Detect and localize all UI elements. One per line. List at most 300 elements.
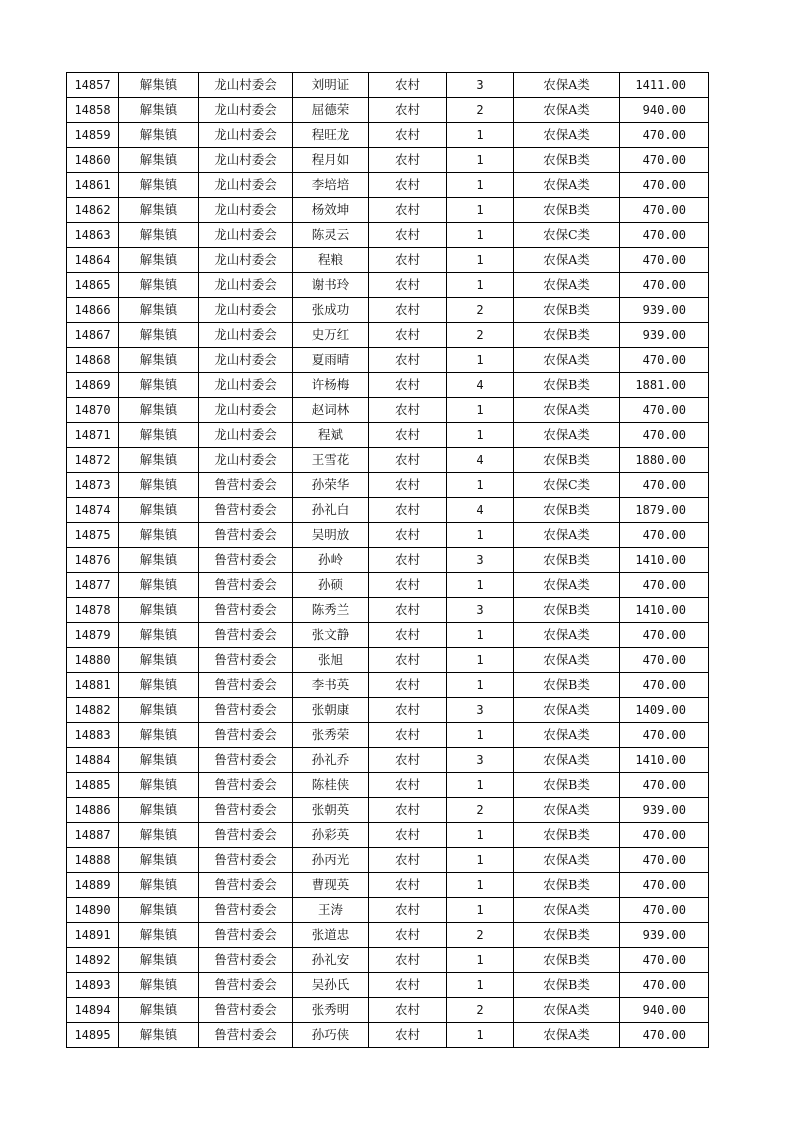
insurance-category-cell: 农保B类	[514, 198, 620, 223]
record-id-cell: 14875	[67, 523, 119, 548]
household-size-cell: 1	[447, 848, 514, 873]
record-id-cell: 14874	[67, 498, 119, 523]
insurance-category-cell: 农保B类	[514, 673, 620, 698]
town-cell: 解集镇	[119, 523, 199, 548]
village-committee-cell: 龙山村委会	[199, 348, 293, 373]
village-committee-cell: 龙山村委会	[199, 373, 293, 398]
town-cell: 解集镇	[119, 798, 199, 823]
household-size-cell: 1	[447, 673, 514, 698]
household-size-cell: 3	[447, 73, 514, 98]
amount-cell: 470.00	[620, 423, 709, 448]
household-size-cell: 1	[447, 248, 514, 273]
household-size-cell: 3	[447, 748, 514, 773]
insurance-category-cell: 农保B类	[514, 298, 620, 323]
table-row	[67, 873, 709, 898]
amount-cell: 470.00	[620, 573, 709, 598]
village-committee-cell: 鲁营村委会	[199, 598, 293, 623]
household-size-cell: 1	[447, 223, 514, 248]
person-name-cell: 孙荣华	[293, 473, 369, 498]
record-id-cell: 14883	[67, 723, 119, 748]
amount-cell: 470.00	[620, 648, 709, 673]
area-type-cell: 农村	[369, 748, 447, 773]
area-type-cell: 农村	[369, 123, 447, 148]
record-id-cell: 14889	[67, 873, 119, 898]
area-type-cell: 农村	[369, 573, 447, 598]
table-row	[67, 798, 709, 823]
amount-cell: 470.00	[620, 398, 709, 423]
record-id-cell: 14878	[67, 598, 119, 623]
town-cell: 解集镇	[119, 598, 199, 623]
table-row	[67, 423, 709, 448]
household-size-cell: 4	[447, 448, 514, 473]
amount-cell: 1411.00	[620, 73, 709, 98]
town-cell: 解集镇	[119, 198, 199, 223]
person-name-cell: 吴孙氏	[293, 973, 369, 998]
village-committee-cell: 鲁营村委会	[199, 998, 293, 1023]
table-row	[67, 198, 709, 223]
household-size-cell: 1	[447, 723, 514, 748]
person-name-cell: 孙岭	[293, 548, 369, 573]
household-size-cell: 1	[447, 773, 514, 798]
record-id-cell: 14861	[67, 173, 119, 198]
table-row	[67, 923, 709, 948]
village-committee-cell: 龙山村委会	[199, 273, 293, 298]
town-cell: 解集镇	[119, 748, 199, 773]
household-size-cell: 1	[447, 948, 514, 973]
table-row	[67, 623, 709, 648]
record-id-cell: 14891	[67, 923, 119, 948]
area-type-cell: 农村	[369, 348, 447, 373]
amount-cell: 1410.00	[620, 598, 709, 623]
record-id-cell: 14884	[67, 748, 119, 773]
household-size-cell: 1	[447, 348, 514, 373]
household-size-cell: 3	[447, 548, 514, 573]
roster-body	[67, 73, 709, 1048]
person-name-cell: 孙丙光	[293, 848, 369, 873]
record-id-cell: 14869	[67, 373, 119, 398]
household-size-cell: 1	[447, 198, 514, 223]
town-cell: 解集镇	[119, 848, 199, 873]
table-row	[67, 223, 709, 248]
household-size-cell: 1	[447, 648, 514, 673]
village-committee-cell: 龙山村委会	[199, 398, 293, 423]
roster-table	[66, 72, 709, 1048]
village-committee-cell: 鲁营村委会	[199, 923, 293, 948]
town-cell: 解集镇	[119, 273, 199, 298]
area-type-cell: 农村	[369, 648, 447, 673]
area-type-cell: 农村	[369, 548, 447, 573]
table-row	[67, 998, 709, 1023]
amount-cell: 470.00	[620, 148, 709, 173]
amount-cell: 1880.00	[620, 448, 709, 473]
town-cell: 解集镇	[119, 123, 199, 148]
table-row	[67, 898, 709, 923]
insurance-category-cell: 农保B类	[514, 948, 620, 973]
table-row	[67, 673, 709, 698]
person-name-cell: 程月如	[293, 148, 369, 173]
record-id-cell: 14872	[67, 448, 119, 473]
village-committee-cell: 鲁营村委会	[199, 548, 293, 573]
person-name-cell: 史万红	[293, 323, 369, 348]
town-cell: 解集镇	[119, 723, 199, 748]
person-name-cell: 王雪花	[293, 448, 369, 473]
insurance-category-cell: 农保B类	[514, 923, 620, 948]
amount-cell: 470.00	[620, 723, 709, 748]
amount-cell: 1410.00	[620, 748, 709, 773]
insurance-category-cell: 农保A类	[514, 748, 620, 773]
town-cell: 解集镇	[119, 1023, 199, 1048]
insurance-category-cell: 农保A类	[514, 173, 620, 198]
record-id-cell: 14890	[67, 898, 119, 923]
town-cell: 解集镇	[119, 498, 199, 523]
area-type-cell: 农村	[369, 498, 447, 523]
household-size-cell: 2	[447, 998, 514, 1023]
town-cell: 解集镇	[119, 98, 199, 123]
table-row	[67, 598, 709, 623]
insurance-category-cell: 农保A类	[514, 123, 620, 148]
town-cell: 解集镇	[119, 823, 199, 848]
person-name-cell: 夏雨晴	[293, 348, 369, 373]
person-name-cell: 张朝英	[293, 798, 369, 823]
household-size-cell: 1	[447, 973, 514, 998]
person-name-cell: 陈灵云	[293, 223, 369, 248]
table-row	[67, 523, 709, 548]
amount-cell: 470.00	[620, 898, 709, 923]
amount-cell: 470.00	[620, 223, 709, 248]
village-committee-cell: 龙山村委会	[199, 98, 293, 123]
table-row	[67, 773, 709, 798]
table-row	[67, 948, 709, 973]
insurance-category-cell: 农保B类	[514, 873, 620, 898]
record-id-cell: 14892	[67, 948, 119, 973]
person-name-cell: 吴明放	[293, 523, 369, 548]
town-cell: 解集镇	[119, 248, 199, 273]
insurance-category-cell: 农保A类	[514, 848, 620, 873]
village-committee-cell: 鲁营村委会	[199, 673, 293, 698]
area-type-cell: 农村	[369, 73, 447, 98]
village-committee-cell: 龙山村委会	[199, 323, 293, 348]
insurance-category-cell: 农保C类	[514, 473, 620, 498]
village-committee-cell: 龙山村委会	[199, 198, 293, 223]
village-committee-cell: 龙山村委会	[199, 448, 293, 473]
person-name-cell: 李书英	[293, 673, 369, 698]
village-committee-cell: 鲁营村委会	[199, 973, 293, 998]
insurance-category-cell: 农保A类	[514, 248, 620, 273]
town-cell: 解集镇	[119, 223, 199, 248]
person-name-cell: 屈德荣	[293, 98, 369, 123]
person-name-cell: 张秀荣	[293, 723, 369, 748]
town-cell: 解集镇	[119, 323, 199, 348]
amount-cell: 939.00	[620, 923, 709, 948]
town-cell: 解集镇	[119, 423, 199, 448]
record-id-cell: 14876	[67, 548, 119, 573]
town-cell: 解集镇	[119, 998, 199, 1023]
insurance-category-cell: 农保A类	[514, 898, 620, 923]
table-row	[67, 348, 709, 373]
table-row	[67, 273, 709, 298]
insurance-category-cell: 农保B类	[514, 323, 620, 348]
village-committee-cell: 龙山村委会	[199, 123, 293, 148]
record-id-cell: 14873	[67, 473, 119, 498]
record-id-cell: 14860	[67, 148, 119, 173]
household-size-cell: 1	[447, 1023, 514, 1048]
record-id-cell: 14894	[67, 998, 119, 1023]
village-committee-cell: 龙山村委会	[199, 223, 293, 248]
town-cell: 解集镇	[119, 548, 199, 573]
record-id-cell: 14888	[67, 848, 119, 873]
town-cell: 解集镇	[119, 973, 199, 998]
village-committee-cell: 鲁营村委会	[199, 573, 293, 598]
village-committee-cell: 鲁营村委会	[199, 898, 293, 923]
insurance-category-cell: 农保B类	[514, 373, 620, 398]
record-id-cell: 14863	[67, 223, 119, 248]
person-name-cell: 赵词林	[293, 398, 369, 423]
amount-cell: 470.00	[620, 123, 709, 148]
table-row	[67, 148, 709, 173]
person-name-cell: 孙硕	[293, 573, 369, 598]
table-row	[67, 973, 709, 998]
record-id-cell: 14864	[67, 248, 119, 273]
village-committee-cell: 鲁营村委会	[199, 773, 293, 798]
area-type-cell: 农村	[369, 473, 447, 498]
insurance-category-cell: 农保A类	[514, 423, 620, 448]
amount-cell: 939.00	[620, 323, 709, 348]
area-type-cell: 农村	[369, 1023, 447, 1048]
person-name-cell: 杨效坤	[293, 198, 369, 223]
insurance-category-cell: 农保B类	[514, 598, 620, 623]
amount-cell: 1879.00	[620, 498, 709, 523]
insurance-category-cell: 农保A类	[514, 723, 620, 748]
table-row	[67, 698, 709, 723]
amount-cell: 470.00	[620, 523, 709, 548]
area-type-cell: 农村	[369, 998, 447, 1023]
village-committee-cell: 鲁营村委会	[199, 948, 293, 973]
town-cell: 解集镇	[119, 73, 199, 98]
record-id-cell: 14870	[67, 398, 119, 423]
village-committee-cell: 鲁营村委会	[199, 623, 293, 648]
amount-cell: 1410.00	[620, 548, 709, 573]
record-id-cell: 14859	[67, 123, 119, 148]
village-committee-cell: 鲁营村委会	[199, 473, 293, 498]
record-id-cell: 14879	[67, 623, 119, 648]
table-row	[67, 573, 709, 598]
person-name-cell: 张朝康	[293, 698, 369, 723]
town-cell: 解集镇	[119, 148, 199, 173]
area-type-cell: 农村	[369, 923, 447, 948]
table-row	[67, 398, 709, 423]
insurance-category-cell: 农保B类	[514, 823, 620, 848]
area-type-cell: 农村	[369, 173, 447, 198]
amount-cell: 470.00	[620, 823, 709, 848]
table-row	[67, 548, 709, 573]
area-type-cell: 农村	[369, 298, 447, 323]
table-row	[67, 473, 709, 498]
person-name-cell: 程粮	[293, 248, 369, 273]
table-row	[67, 448, 709, 473]
person-name-cell: 孙礼白	[293, 498, 369, 523]
village-committee-cell: 鲁营村委会	[199, 873, 293, 898]
amount-cell: 470.00	[620, 248, 709, 273]
household-size-cell: 2	[447, 798, 514, 823]
area-type-cell: 农村	[369, 623, 447, 648]
amount-cell: 470.00	[620, 623, 709, 648]
town-cell: 解集镇	[119, 448, 199, 473]
amount-cell: 470.00	[620, 948, 709, 973]
village-committee-cell: 鲁营村委会	[199, 523, 293, 548]
area-type-cell: 农村	[369, 423, 447, 448]
household-size-cell: 1	[447, 148, 514, 173]
area-type-cell: 农村	[369, 248, 447, 273]
record-id-cell: 14885	[67, 773, 119, 798]
insurance-category-cell: 农保A类	[514, 523, 620, 548]
village-committee-cell: 龙山村委会	[199, 148, 293, 173]
household-size-cell: 1	[447, 823, 514, 848]
amount-cell: 940.00	[620, 98, 709, 123]
household-size-cell: 2	[447, 98, 514, 123]
area-type-cell: 农村	[369, 873, 447, 898]
household-size-cell: 1	[447, 523, 514, 548]
amount-cell: 1881.00	[620, 373, 709, 398]
village-committee-cell: 鲁营村委会	[199, 798, 293, 823]
insurance-category-cell: 农保B类	[514, 498, 620, 523]
person-name-cell: 王涛	[293, 898, 369, 923]
amount-cell: 1409.00	[620, 698, 709, 723]
insurance-category-cell: 农保A类	[514, 623, 620, 648]
insurance-category-cell: 农保B类	[514, 148, 620, 173]
town-cell: 解集镇	[119, 773, 199, 798]
household-size-cell: 1	[447, 123, 514, 148]
area-type-cell: 农村	[369, 373, 447, 398]
amount-cell: 470.00	[620, 773, 709, 798]
household-size-cell: 4	[447, 373, 514, 398]
area-type-cell: 农村	[369, 398, 447, 423]
table-row	[67, 323, 709, 348]
town-cell: 解集镇	[119, 298, 199, 323]
amount-cell: 939.00	[620, 298, 709, 323]
household-size-cell: 1	[447, 398, 514, 423]
person-name-cell: 曹现英	[293, 873, 369, 898]
person-name-cell: 张旭	[293, 648, 369, 673]
record-id-cell: 14881	[67, 673, 119, 698]
person-name-cell: 孙礼乔	[293, 748, 369, 773]
amount-cell: 470.00	[620, 973, 709, 998]
household-size-cell: 1	[447, 873, 514, 898]
household-size-cell: 2	[447, 298, 514, 323]
insurance-category-cell: 农保B类	[514, 773, 620, 798]
person-name-cell: 张文静	[293, 623, 369, 648]
area-type-cell: 农村	[369, 198, 447, 223]
area-type-cell: 农村	[369, 973, 447, 998]
insurance-category-cell: 农保A类	[514, 348, 620, 373]
table-row	[67, 723, 709, 748]
village-committee-cell: 鲁营村委会	[199, 648, 293, 673]
amount-cell: 940.00	[620, 998, 709, 1023]
person-name-cell: 李培培	[293, 173, 369, 198]
record-id-cell: 14866	[67, 298, 119, 323]
household-size-cell: 2	[447, 323, 514, 348]
insurance-category-cell: 农保B类	[514, 448, 620, 473]
insurance-category-cell: 农保A类	[514, 998, 620, 1023]
person-name-cell: 程旺龙	[293, 123, 369, 148]
household-size-cell: 2	[447, 923, 514, 948]
insurance-category-cell: 农保B类	[514, 548, 620, 573]
record-id-cell: 14886	[67, 798, 119, 823]
record-id-cell: 14877	[67, 573, 119, 598]
record-id-cell: 14893	[67, 973, 119, 998]
table-row	[67, 123, 709, 148]
area-type-cell: 农村	[369, 273, 447, 298]
person-name-cell: 刘明证	[293, 73, 369, 98]
person-name-cell: 程斌	[293, 423, 369, 448]
record-id-cell: 14857	[67, 73, 119, 98]
record-id-cell: 14865	[67, 273, 119, 298]
town-cell: 解集镇	[119, 673, 199, 698]
town-cell: 解集镇	[119, 473, 199, 498]
town-cell: 解集镇	[119, 898, 199, 923]
insurance-category-cell: 农保A类	[514, 98, 620, 123]
village-committee-cell: 鲁营村委会	[199, 1023, 293, 1048]
person-name-cell: 许杨梅	[293, 373, 369, 398]
table-row	[67, 1023, 709, 1048]
area-type-cell: 农村	[369, 523, 447, 548]
table-row	[67, 748, 709, 773]
household-size-cell: 1	[447, 423, 514, 448]
insurance-category-cell: 农保A类	[514, 648, 620, 673]
amount-cell: 470.00	[620, 848, 709, 873]
person-name-cell: 陈秀兰	[293, 598, 369, 623]
village-committee-cell: 鲁营村委会	[199, 748, 293, 773]
insurance-category-cell: 农保A类	[514, 573, 620, 598]
village-committee-cell: 龙山村委会	[199, 173, 293, 198]
amount-cell: 470.00	[620, 673, 709, 698]
area-type-cell: 农村	[369, 98, 447, 123]
table-row	[67, 98, 709, 123]
area-type-cell: 农村	[369, 848, 447, 873]
town-cell: 解集镇	[119, 398, 199, 423]
insurance-category-cell: 农保C类	[514, 223, 620, 248]
table-row	[67, 248, 709, 273]
town-cell: 解集镇	[119, 873, 199, 898]
amount-cell: 470.00	[620, 198, 709, 223]
insurance-category-cell: 农保A类	[514, 398, 620, 423]
person-name-cell: 陈桂侠	[293, 773, 369, 798]
village-committee-cell: 鲁营村委会	[199, 723, 293, 748]
town-cell: 解集镇	[119, 348, 199, 373]
amount-cell: 470.00	[620, 273, 709, 298]
insurance-category-cell: 农保A类	[514, 1023, 620, 1048]
amount-cell: 939.00	[620, 798, 709, 823]
record-id-cell: 14868	[67, 348, 119, 373]
household-size-cell: 3	[447, 698, 514, 723]
household-size-cell: 4	[447, 498, 514, 523]
person-name-cell: 孙彩英	[293, 823, 369, 848]
area-type-cell: 农村	[369, 823, 447, 848]
area-type-cell: 农村	[369, 948, 447, 973]
table-row	[67, 73, 709, 98]
insurance-category-cell: 农保A类	[514, 273, 620, 298]
village-committee-cell: 龙山村委会	[199, 423, 293, 448]
area-type-cell: 农村	[369, 773, 447, 798]
area-type-cell: 农村	[369, 673, 447, 698]
record-id-cell: 14882	[67, 698, 119, 723]
village-committee-cell: 龙山村委会	[199, 73, 293, 98]
insurance-category-cell: 农保A类	[514, 73, 620, 98]
insurance-category-cell: 农保B类	[514, 973, 620, 998]
town-cell: 解集镇	[119, 948, 199, 973]
insurance-category-cell: 农保A类	[514, 698, 620, 723]
village-committee-cell: 龙山村委会	[199, 298, 293, 323]
town-cell: 解集镇	[119, 623, 199, 648]
